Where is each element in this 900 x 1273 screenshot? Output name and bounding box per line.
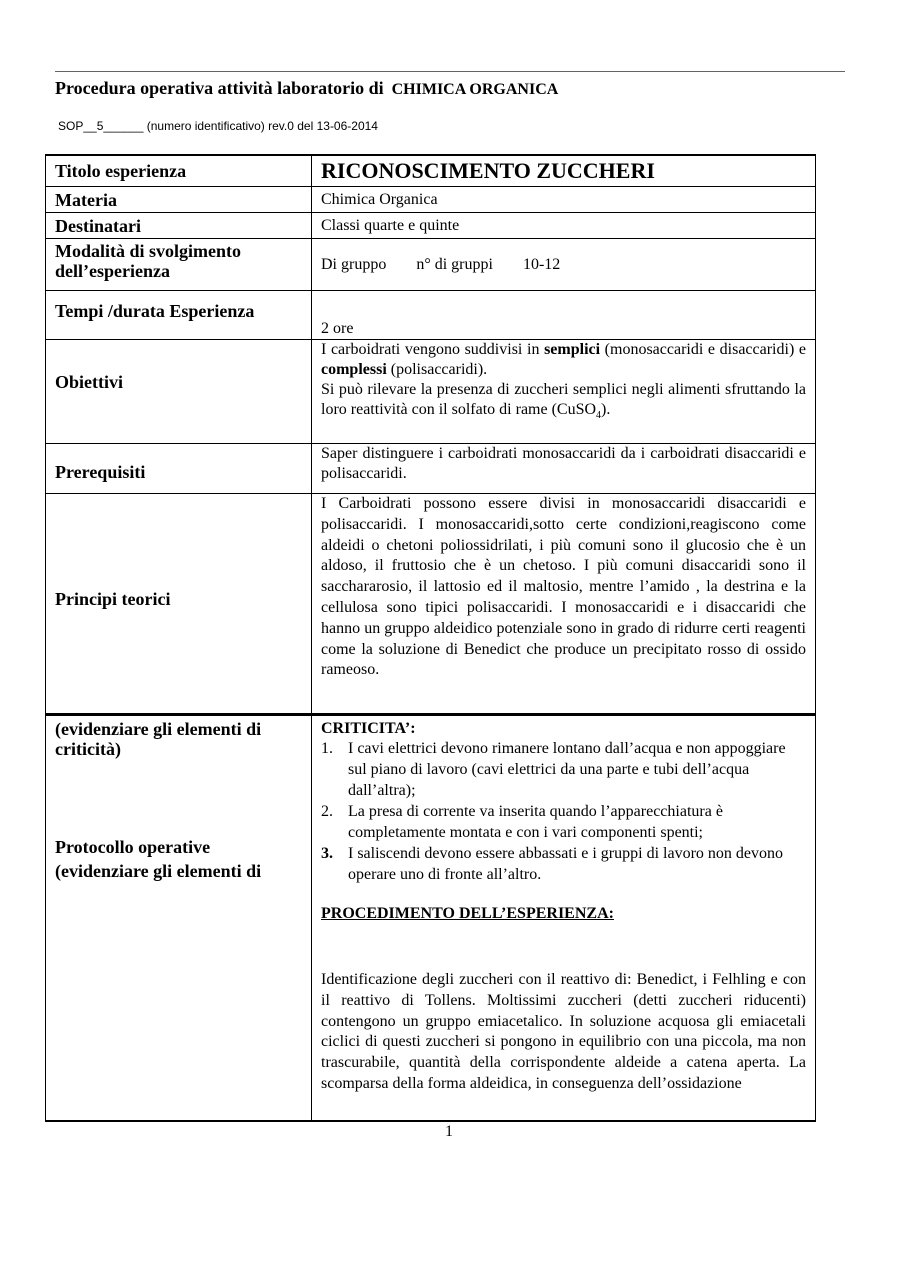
- criticita-item: [321, 738, 806, 801]
- criticita-item-number: 2.: [321, 803, 333, 820]
- protocollo-label-cell: [46, 715, 312, 1121]
- tempi-value: 2 ore: [312, 291, 816, 340]
- header-title: Procedura operativa attività laboratorio di: [55, 78, 384, 98]
- procedimento-text: Identificazione degli zuccheri con il reattivo di: Benedict, i Felhling e con il reattivo di Tollens. Moltissimi zuccheri (detti zuccheri riducenti) contengono un gruppo emiacetalico. In soluzione acquosa gli emiacetali ciclici di questi zuccheri si pongono in equilibrio con una piccola, ma non trascurabile, quantità della corrispondente aldeide a catena aperta. La scomparsa della forma aldeidica, in conseguenza dell’ossidazione: [321, 971, 806, 1092]
- obiettivi-text-3: (polisaccaridi).: [386, 361, 488, 378]
- row-destinatari: [46, 213, 816, 239]
- row-tempi: [46, 291, 816, 340]
- criticita-item-text: La presa di corrente va inserita quando l’apparecchiatura è completamente montata e con i vari componenti spenti;: [348, 803, 723, 841]
- obiettivi-text-1: I carboidrati vengono suddivisi in: [321, 341, 545, 358]
- obiettivi-subscript: 4: [596, 410, 602, 422]
- protocollo-content-cell: [312, 715, 816, 1121]
- page-number: 1: [445, 1123, 453, 1140]
- row-protocollo: [46, 715, 816, 1121]
- row-titolo: [46, 155, 816, 187]
- obiettivi-text-2: (monosaccaridi e disaccaridi) e: [600, 341, 806, 358]
- titolo-label: Titolo esperienza: [46, 155, 312, 187]
- header-subject: CHIMICA ORGANICA: [391, 81, 559, 98]
- criticita-title: CRITICITA’:: [321, 720, 416, 737]
- criticita-item-number: 1.: [321, 740, 333, 757]
- obiettivi-label: Obiettivi: [46, 340, 312, 444]
- experiment-info-table: [45, 154, 816, 715]
- modalita-gruppo: Di gruppo: [321, 255, 387, 273]
- row-prerequisiti: [46, 444, 816, 494]
- destinatari-value: Classi quarte e quinte: [312, 213, 816, 239]
- obiettivi-value: [312, 340, 816, 444]
- obiettivi-bold-semplici: semplici: [544, 341, 601, 358]
- modalita-n-gruppi: n° di gruppi: [416, 255, 493, 273]
- header-rule: [55, 71, 845, 72]
- criticita-item-text: I cavi elettrici devono rimanere lontano dall’acqua e non appoggiare sul piano di lavoro (cavi elettrici da una parte e tubi dell’acqua dall’altra);: [348, 740, 786, 799]
- row-modalita: [46, 239, 816, 291]
- prerequisiti-value: Saper distinguere i carboidrati monosaccaridi da i carboidrati disaccaridi e polisaccaridi.: [312, 444, 816, 494]
- obiettivi-text-5: ).: [601, 401, 611, 418]
- titolo-value: RICONOSCIMENTO ZUCCHERI: [312, 155, 816, 187]
- protocol-table: [45, 714, 816, 1122]
- destinatari-label: Destinatari: [46, 213, 312, 239]
- protocollo-label-line2: (evidenziare gli elementi di: [55, 861, 262, 881]
- criticita-list: [321, 738, 806, 885]
- criticita-item: [321, 801, 806, 843]
- criticita-item-number: 3.: [321, 845, 333, 862]
- row-obiettivi: [46, 340, 816, 444]
- modalita-label-line1: Modalità di svolgimento: [55, 241, 242, 261]
- principi-value: I Carboidrati possono essere divisi in monosaccaridi disaccaridi e polisaccaridi. I monosaccaridi,sotto certe condizioni,reagiscono come aldeidi o chetoni poliossidrilati, i più comuni sono il glucosio che è un aldoso, il fruttosio che è un chetoso. I più comuni disaccaridi sono il sacchararosio, il lattosio ed il maltosio, mentre l’amido , la destrina e la cellulosa sono tipici polisaccaridi. I monosaccaridi e i disaccaridi che hanno un gruppo aldeidico potenziale sono in grado di ridurre certi reagenti come la soluzione di Benedict che produce un precipitato rosso di ossido rameoso.: [312, 494, 816, 715]
- prerequisiti-label: Prerequisiti: [46, 444, 312, 494]
- obiettivi-bold-complessi: complessi: [321, 361, 387, 378]
- sop-line: SOP__5______ (numero identificativo) rev.0 del 13-06-2014: [58, 119, 378, 133]
- modalita-value: [312, 239, 816, 291]
- modalita-numero: 10-12: [522, 255, 561, 273]
- row-principi: [46, 494, 816, 715]
- tempi-label: Tempi /durata Esperienza: [46, 291, 312, 340]
- procedimento-title: PROCEDIMENTO DELL’ESPERIENZA:: [321, 905, 614, 922]
- criticita-item-text: I saliscendi devono essere abbassati e i gruppi di lavoro non devono operare uno di fronte all’altro.: [348, 845, 783, 883]
- criticita-label: (evidenziare gli elementi di criticità): [55, 719, 262, 759]
- obiettivi-text-4: Si può rilevare la presenza di zuccheri semplici negli alimenti sfruttando la loro reattività con il solfato di rame (CuSO: [321, 381, 806, 418]
- criticita-item: [321, 843, 806, 885]
- materia-label: Materia: [46, 187, 312, 213]
- document-header: [55, 78, 558, 99]
- modalita-label: [46, 239, 312, 291]
- materia-value: Chimica Organica: [312, 187, 816, 213]
- principi-label: Principi teorici: [46, 494, 312, 715]
- modalita-label-line2: dell’esperienza: [55, 261, 170, 281]
- protocollo-label-line1: Protocollo operative: [55, 837, 211, 857]
- row-materia: [46, 187, 816, 213]
